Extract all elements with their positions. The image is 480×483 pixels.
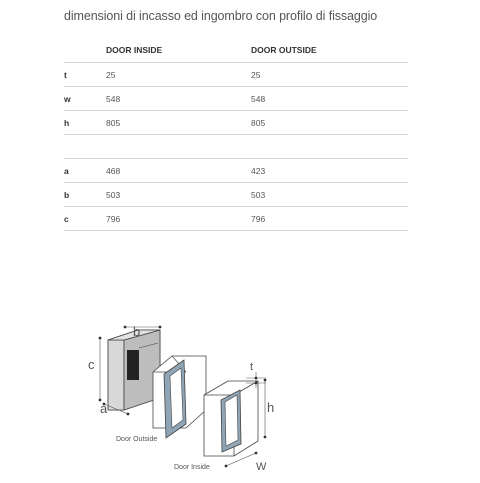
table-row [64,63,408,87]
niche-dark-interior [127,350,139,380]
row-key: b [64,183,106,207]
value-door-outside: 805 [251,111,408,135]
dimensions-diagram [80,318,380,478]
door-outside-unit [153,356,206,438]
header-key [64,38,106,63]
diagram-svg [80,318,380,478]
label-door-outside: Door Outside [116,436,158,443]
value-door-inside: 796 [106,207,251,231]
value-door-outside: 503 [251,183,408,207]
header-door-outside: DOOR OUTSIDE [251,38,408,63]
table-row [64,159,408,183]
label-door-inside: Door Inside [174,464,210,471]
row-key: w [64,87,106,111]
value-door-inside: 805 [106,111,251,135]
value-door-inside: 25 [106,63,251,87]
door-inside-unit [204,381,258,456]
header-door-inside: DOOR INSIDE [106,38,251,63]
table-row [64,183,408,207]
row-key: a [64,159,106,183]
table-header-row [64,38,408,63]
value-door-outside: 25 [251,63,408,87]
row-key: h [64,111,106,135]
label-c: c [88,357,95,372]
label-t: t [250,361,254,373]
value-door-inside: 503 [106,183,251,207]
dimensions-table [64,38,408,231]
page-heading: dimensioni di incasso ed ingombro con profilo di fissaggio [64,9,378,23]
table-spacer-row [64,135,408,159]
value-door-inside: 468 [106,159,251,183]
table-row [64,87,408,111]
label-a: a [100,401,108,416]
value-door-outside: 796 [251,207,408,231]
niche-box [108,330,160,410]
value-door-outside: 548 [251,87,408,111]
value-door-inside: 548 [106,87,251,111]
label-w: W [256,461,267,473]
label-b: b [133,324,141,339]
table-row [64,207,408,231]
table-row [64,111,408,135]
label-h: h [267,400,275,415]
row-key: c [64,207,106,231]
value-door-outside: 423 [251,159,408,183]
row-key: t [64,63,106,87]
